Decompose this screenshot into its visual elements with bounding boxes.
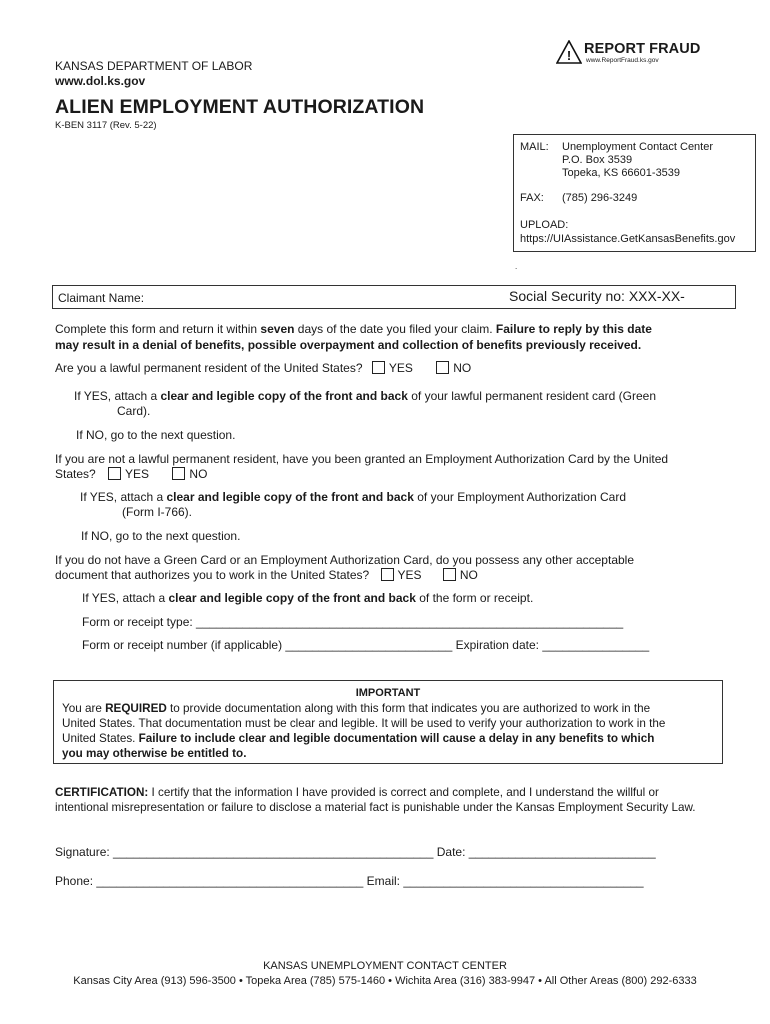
q2-if-yes-cont: (Form I-766).	[122, 505, 193, 519]
email-field[interactable]: ____________________________________	[403, 874, 644, 888]
agency-header	[55, 59, 252, 89]
warning-icon	[556, 40, 582, 64]
important-line	[62, 731, 714, 746]
important-title: IMPORTANT	[355, 687, 421, 699]
important-line: United States. That documentation must be clear and legible. It will be used to verify your authorization to work in the	[62, 717, 666, 730]
report-fraud-title: REPORT FRAUD	[584, 41, 701, 57]
receipt-number-row	[82, 638, 649, 653]
fax-number: (785) 296-3249	[562, 192, 638, 204]
intro-warning: Failure to reply by this date	[495, 322, 652, 336]
q1-if-no: If NO, go to the next question.	[76, 428, 236, 442]
q1-question: Are you a lawful permanent resident of the United States?	[55, 361, 363, 375]
svg-text:!: !	[566, 48, 572, 63]
mail-label: MAIL:	[520, 141, 549, 153]
certification-text: I certify that the information I have provided is correct and complete, and I understand the willful or intentional misrepresentation or failure to disclose a material fact is punishable under the Kansas Employment Security Law.	[55, 786, 696, 814]
phone-label: Phone:	[55, 874, 97, 888]
q3-if-yes	[82, 591, 533, 606]
q3-no-checkbox[interactable]	[443, 568, 456, 581]
mail-line: P.O. Box 3539	[562, 154, 633, 166]
q3-row	[55, 568, 478, 583]
q1-if-yes-cont: Card).	[117, 404, 151, 418]
upload-label: UPLOAD:	[520, 219, 569, 231]
receipt-type-field[interactable]: Form or receipt type: ________________________________________________________________	[82, 615, 624, 629]
q3-if-yes-text: If YES, attach a	[82, 591, 169, 605]
q3-yes-label: YES	[397, 568, 422, 582]
q2-yes-checkbox[interactable]	[108, 467, 121, 480]
q1-if-yes-bold: clear and legible copy of the front and back	[160, 389, 408, 403]
q2-no-checkbox[interactable]	[172, 467, 185, 480]
footer-areas: Kansas City Area (913) 596-3500 • Topeka Area (785) 575-1460 • Wichita Area (316) 383-9947 • All Other Areas (800) 292-6333	[73, 975, 697, 987]
date-label: Date:	[433, 845, 469, 859]
q2-if-yes-text: of your Employment Authorization Card	[413, 490, 626, 504]
expiration-field[interactable]: ________________	[542, 638, 650, 652]
q3-yes-checkbox[interactable]	[381, 568, 394, 581]
important-text: to provide documentation along with this form that indicates you are authorized to work in the	[166, 702, 651, 715]
form-number: K-BEN 3117 (Rev. 5-22)	[55, 120, 157, 131]
important-line	[62, 701, 714, 716]
footer-title: KANSAS UNEMPLOYMENT CONTACT CENTER	[263, 960, 507, 972]
important-warning: Failure to include clear and legible documentation will cause a delay in any benefits to which	[138, 732, 655, 745]
form-title: ALIEN EMPLOYMENT AUTHORIZATION	[55, 96, 425, 118]
date-field[interactable]: ____________________________	[468, 845, 656, 859]
q2-no-label: NO	[189, 467, 208, 481]
intro-text: days of the date you filed your claim.	[294, 322, 496, 336]
q3-if-yes-bold: clear and legible copy of the front and back	[168, 591, 416, 605]
agency-url[interactable]: www.dol.ks.gov	[55, 74, 146, 88]
q2-question-2: States?	[55, 467, 96, 481]
mail-line: Unemployment Contact Center	[562, 141, 714, 153]
phone-field[interactable]: ________________________________________	[96, 874, 364, 888]
q2-if-yes	[80, 490, 626, 505]
important-text: You are	[62, 702, 106, 715]
q1-if-yes-text: If YES, attach a	[74, 389, 161, 403]
intro-bold: seven	[260, 322, 295, 336]
important-line: you may otherwise be entitled to.	[62, 747, 247, 760]
q3-no-label: NO	[459, 568, 478, 582]
important-box	[53, 680, 723, 764]
separator-dot: .	[515, 262, 518, 271]
important-text: United States.	[62, 732, 139, 745]
q2-yes-label: YES	[125, 467, 150, 481]
email-label: Email:	[363, 874, 404, 888]
intro-warning-2: may result in a denial of benefits, possible overpayment and collection of benefits previously received.	[55, 338, 642, 352]
mail-line: Topeka, KS 66601-3539	[562, 167, 681, 179]
q2-row	[55, 467, 207, 482]
q1-no-checkbox[interactable]	[436, 361, 449, 374]
receipt-number-field[interactable]: _________________________	[285, 638, 453, 652]
contact-box	[513, 134, 756, 252]
certification-label: CERTIFICATION:	[55, 786, 149, 799]
ssn-field[interactable]: Social Security no: XXX-XX-	[509, 288, 685, 304]
expiration-label: Expiration date:	[452, 638, 543, 652]
phone-row	[55, 874, 644, 889]
signature-label: Signature:	[55, 845, 114, 859]
q1-yes-checkbox[interactable]	[372, 361, 385, 374]
fax-label: FAX:	[520, 192, 544, 204]
q3-question-1: If you do not have a Green Card or an Employment Authorization Card, do you possess any other acceptable	[55, 553, 635, 567]
signature-field[interactable]: ________________________________________________	[113, 845, 434, 859]
certification	[55, 785, 715, 815]
q2-question-1: If you are not a lawful permanent resident, have you been granted an Employment Authorization Card by the United	[55, 452, 669, 466]
receipt-type-label: Form or receipt type:	[82, 615, 197, 629]
important-required: REQUIRED	[105, 702, 167, 715]
q1-yes-label: YES	[388, 361, 413, 375]
q1-no-label: NO	[453, 361, 472, 375]
q2-if-no: If NO, go to the next question.	[81, 529, 241, 543]
upload-url[interactable]: https://UIAssistance.GetKansasBenefits.gov	[520, 233, 736, 245]
report-fraud-url[interactable]: www.ReportFraud.ks.gov	[586, 57, 659, 64]
claimant-name-field[interactable]: Claimant Name:	[58, 291, 145, 305]
q1-if-yes	[74, 389, 656, 404]
q3-if-yes-text: of the form or receipt.	[415, 591, 534, 605]
intro-text: Complete this form and return it within	[55, 322, 261, 336]
signature-row	[55, 845, 656, 860]
q2-if-yes-text: If YES, attach a	[80, 490, 167, 504]
claimant-box	[52, 285, 736, 309]
q3-question-2: document that authorizes you to work in the United States?	[55, 568, 370, 582]
q1-if-yes-text: of your lawful permanent resident card (Green	[407, 389, 657, 403]
q2-if-yes-bold: clear and legible copy of the front and back	[166, 490, 414, 504]
q1-row	[55, 361, 471, 376]
receipt-number-label: Form or receipt number (if applicable)	[82, 638, 286, 652]
intro-line-1	[55, 322, 652, 337]
agency-name: KANSAS DEPARTMENT OF LABOR	[55, 59, 253, 73]
